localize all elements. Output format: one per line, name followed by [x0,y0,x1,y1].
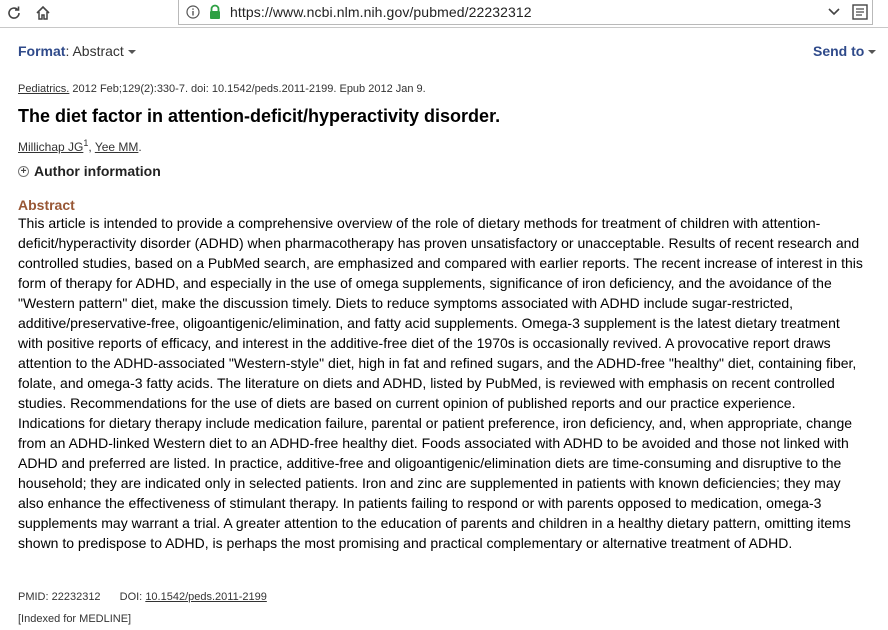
article-title: The diet factor in attention-deficit/hyperactivity disorder. [18,106,501,126]
info-icon[interactable] [186,5,200,24]
send-to-button[interactable] [813,43,876,59]
home-icon[interactable] [31,2,55,24]
expand-plus-icon[interactable]: + [18,166,29,177]
abstract-heading: Abstract [18,197,75,213]
pmid: PMID: 22232312 [18,591,101,603]
reader-view-icon[interactable] [851,3,869,26]
citation [18,83,426,95]
author-affiliation-sup: 1 [83,138,89,148]
identifiers [18,591,267,603]
caret-down-icon[interactable] [128,50,136,54]
citation-details: 2012 Feb;129(2):330-7. doi: 10.1542/peds.2011-2199. Epub 2012 Jan 9. [72,83,426,95]
reload-icon[interactable] [2,2,26,24]
journal-link[interactable]: Pediatrics. [18,83,70,95]
chevron-down-icon[interactable] [827,5,841,24]
author-list: Millichap $JG^1$, Yee MM. [18,138,142,154]
indexed-for-medline: [Indexed for MEDLINE] [18,613,132,625]
format-value[interactable]: Abstract [72,43,124,59]
doi-link[interactable]: 10.1542/peds.2011-2199 [145,591,267,603]
caret-down-icon[interactable] [868,50,876,54]
doi-label: DOI: [119,591,143,603]
url-text[interactable]: https://www.ncbi.nlm.nih.gov/pubmed/22232312 [230,4,532,20]
send-to-label[interactable]: Send to [813,43,865,59]
browser-toolbar [0,0,888,28]
abstract-text: This article is intended to provide a comprehensive overview of the role of dietary methods for treatment of children with attention-deficit/hyperactivity disorder (ADHD) when pharmacotherapy has proven unsatisfactory or unacceptable. Results of recent research and controlled studies, based on a PubMed search, are emphasized and compared with earlier reports. The recent increase of interest in this form of therapy for ADHD, and especially in the use of omega supplements, significance of iron deficiency, and the avoidance of the "Western pattern" diet, make the discussion timely. Diets to reduce symptoms associated with ADHD include sugar-restricted, additive/preservative-free, oligoantigenic/elimination, and fatty acid supplements. Omega-3 supplement is the latest dietary treatment with positive reports of efficacy, and interest in the additive-free diet of the 1970s is occasionally revived. A provocative report draws attention to the ADHD-associated "Western-style" diet, high in fat and refined sugars, and the ADHD-free "healthy" diet, containing fiber, folate, and omega-3 fatty acids. The literature on diets and ADHD, listed by PubMed, is reviewed with emphasis on recent controlled studies. Recommendations for the use of diets are based on current opinion of published reports and our practice experience. Indications for dietary therapy include medication failure, parental or patient preference, iron deficiency, and, when appropriate, change from an ADHD-linked Western diet to an ADHD-free healthy diet. Foods associated with ADHD to be avoided and those not linked with ADHD and preferred are listed. In practice, additive-free and oligoantigenic/elimination diets are time-consuming and disruptive to the household; they are indicated only in selected patients. Iron and zinc are supplemented in patients with known deficiencies; they may also enhance the effectiveness of stimulant therapy. In patients failing to respond or with parents opposed to medication, omega-3 supplements may warrant a trial. A greater attention to the education of parents and children in a healthy dietary pattern, omitting items shown to predispose to ADHD, is perhaps the most promising and practical complementary or alternative treatment of ADHD. [18,215,863,551]
address-bar[interactable] [178,0,873,25]
lock-icon[interactable] [208,4,222,25]
author-link[interactable]: Yee MM [94,140,139,154]
format-label: Format [18,43,66,59]
author-information-label[interactable]: Author information [34,163,161,179]
author-link[interactable]: Millichap JG [18,140,84,154]
format-selector[interactable]: Format: Abstract [18,43,136,59]
author-information-toggle[interactable] [18,163,161,179]
